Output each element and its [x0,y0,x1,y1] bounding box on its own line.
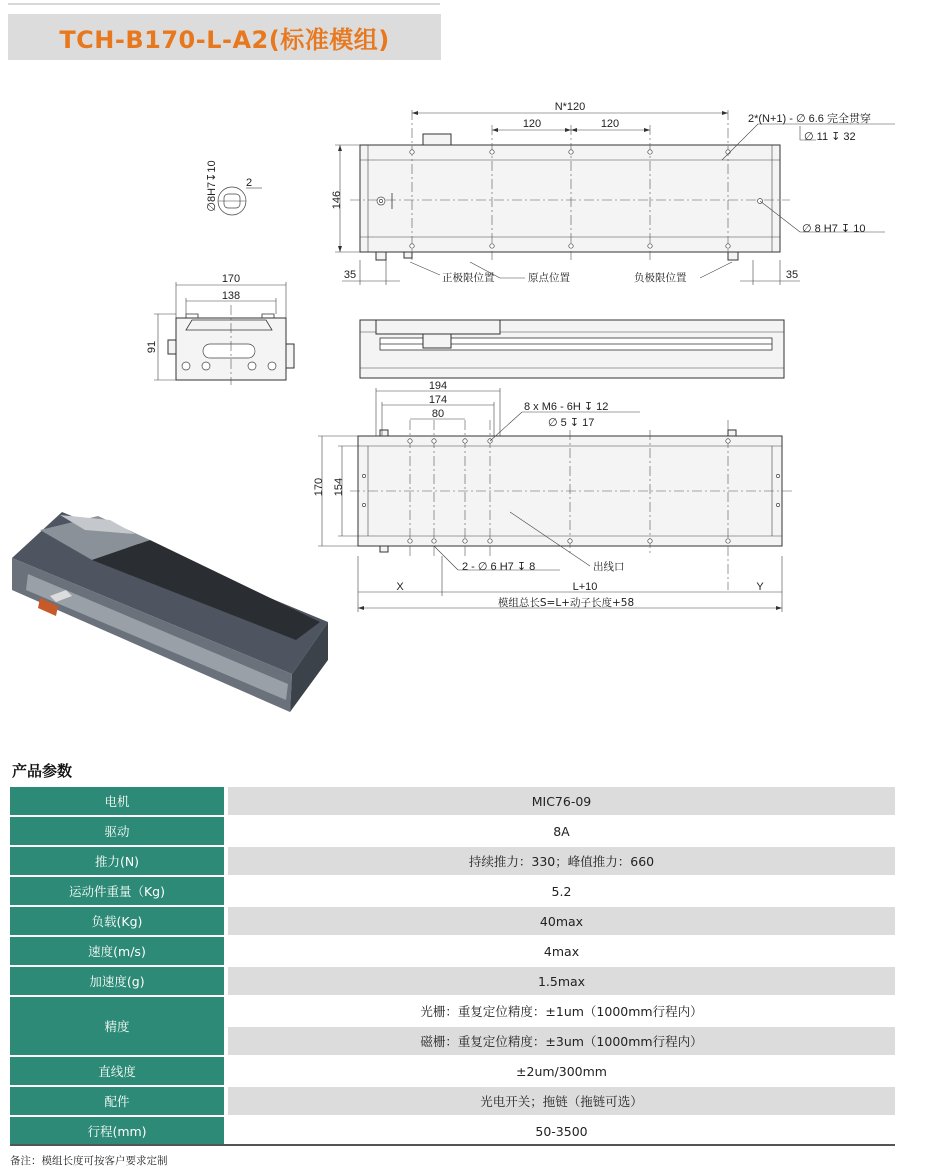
row-label: 负载(Kg) [10,907,224,935]
params-heading: 产品参数 [12,762,73,780]
row-label: 电机 [10,787,224,815]
dim-154: 154 [333,477,345,497]
table-row [10,1057,895,1085]
row-label: 运动件重量（Kg) [10,877,224,905]
row-label: 直线度 [10,1057,224,1085]
note-detail-pin: ∅8H7↧10 [206,160,218,212]
top-view [331,101,895,285]
dim-91: 91 [146,340,158,354]
label-origin: 原点位置 [528,272,570,284]
row-label: 驱动 [10,817,224,845]
row-value: 50-3500 [228,1117,895,1145]
row-label: 推力(N) [10,847,224,875]
label-pos-limit: 正极限位置 [442,272,495,284]
dim-l10: L+10 [572,581,598,593]
params-table [10,785,895,1147]
row-value: 40max [228,907,895,935]
pin-detail [206,160,262,215]
row-value: 光电开关；拖链（拖链可选） [228,1087,895,1115]
row-value: 1.5max [228,967,895,995]
product-render-image [12,512,328,712]
dim-x: X [396,581,404,593]
end-view [146,273,294,385]
dim-35-right: 35 [785,269,799,281]
row-value: 光栅：重复定位精度：±1um（1000mm行程内） [228,997,895,1025]
dim-138: 138 [221,290,241,302]
footnote: 备注：模组长度可按客户要求定制 [10,1155,168,1167]
table-row [10,1117,895,1145]
note-screw-holes: 8 x M6 - 6H ↧ 12 [524,401,609,413]
row-value: 5.2 [228,877,895,905]
row-value: MIC76-09 [228,787,895,815]
page-title: TCH-B170-L-A2(标准模组) [59,25,390,54]
note-screw-depth: ∅ 5 ↧ 17 [548,417,595,429]
dim-35-left: 35 [343,269,357,281]
table-bottom-rule [10,1144,895,1146]
table-row [10,907,895,935]
dim-170-end: 170 [221,273,241,285]
table-row [10,997,895,1025]
dim-174: 174 [428,394,448,406]
row-label: 配件 [10,1087,224,1115]
table-row [10,787,895,815]
row-value: 8A [228,817,895,845]
note-through-holes: 2*(N+1) - ∅ 6.6 完全贯穿 [748,113,871,125]
row-label: 行程(mm) [10,1117,224,1145]
dim-146: 146 [331,190,343,210]
table-row [10,847,895,875]
table-row [10,1087,895,1115]
dim-n120: N*120 [554,101,586,113]
label-cable-outlet: 出线口 [593,561,625,573]
row-value: 4max [228,937,895,965]
dim-y: Y [756,581,764,593]
table-row [10,817,895,845]
row-value: 磁栅：重复定位精度：±3um（1000mm行程内） [228,1027,895,1055]
dim-120-b: 120 [600,118,620,130]
dim-total-length: 模组总长S=L+动子长度+58 [497,597,635,609]
dim-120-a: 120 [522,118,542,130]
dim-2: 2 [246,177,253,189]
row-value: ±2um/300mm [228,1057,895,1085]
row-label: 加速度(g) [10,967,224,995]
table-row [10,877,895,905]
row-label: 精度 [10,997,224,1055]
row-label: 速度(m/s) [10,937,224,965]
note-counterbore: ∅ 11 ↧ 32 [804,131,856,143]
note-pin-hole: ∅ 8 H7 ↧ 10 [802,223,866,235]
note-dowel-pins: 2 - ∅ 6 H7 ↧ 8 [462,561,536,573]
table-row [10,967,895,995]
label-neg-limit: 负极限位置 [634,272,687,284]
row-value: 持续推力：330；峰值推力：660 [228,847,895,875]
side-view [360,320,784,378]
dim-80: 80 [431,408,445,420]
dim-194: 194 [428,380,448,392]
table-row [10,937,895,965]
dim-170-plan: 170 [313,477,325,497]
plan-view [313,380,792,612]
